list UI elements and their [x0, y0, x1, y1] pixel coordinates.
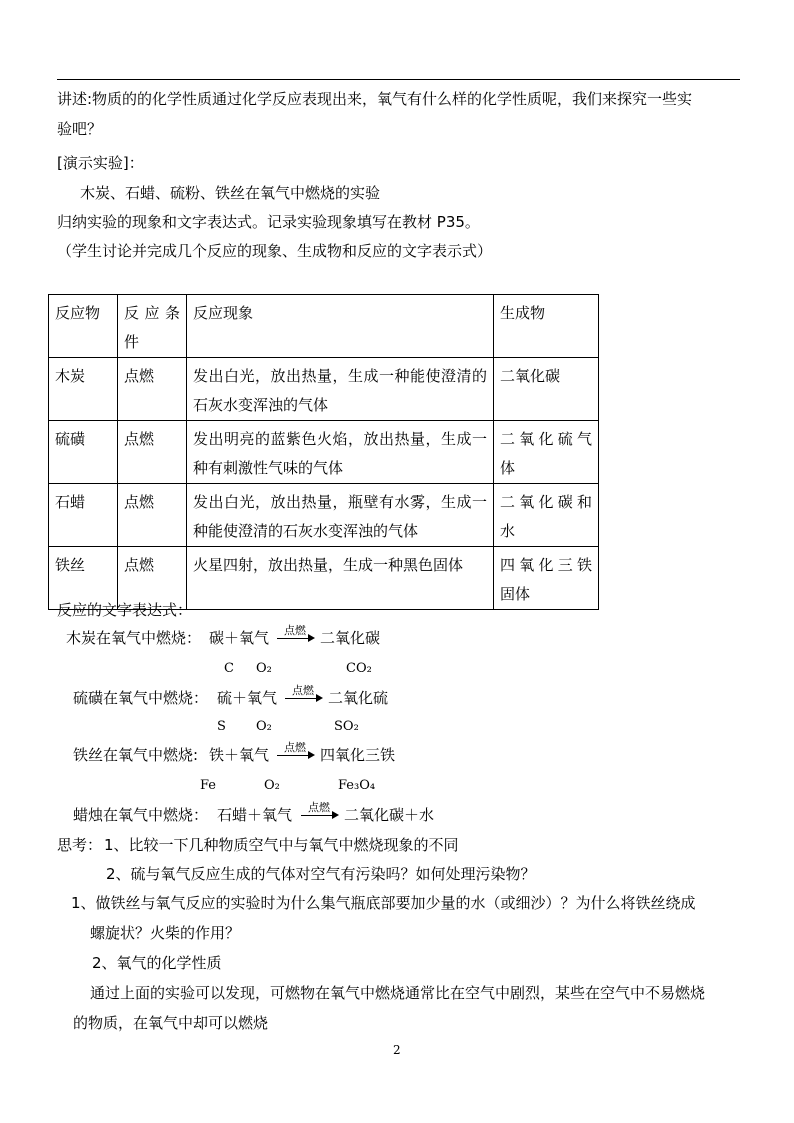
arrow-line: [285, 698, 319, 699]
arrow-condition: 点燃: [292, 684, 314, 697]
arrow-line: [301, 815, 335, 816]
phenomenon-line: 发出明亮的蓝紫色火焰，放出热量，生成一: [193, 430, 487, 448]
product-line: 体: [500, 459, 516, 477]
cell-product: [494, 484, 599, 547]
reaction-arrow: [277, 624, 323, 643]
expressions-title: 反应的文字表达式：: [57, 601, 193, 619]
arrow-condition: 点燃: [284, 741, 306, 754]
cell-reactant: 木炭: [49, 358, 118, 421]
section-body-line2: 的物质，在氧气中却可以燃烧: [73, 1014, 269, 1032]
arrow-head-icon: [308, 751, 315, 759]
intro-line-1: 讲述:物质的的化学性质通过化学反应表现出来，氧气有什么样的化学性质呢，我们来探究一些实: [57, 90, 693, 108]
section-body-line1: 通过上面的实验可以发现，可燃物在氧气中燃烧通常比在空气中剧烈，某些在空气中不易燃烧: [90, 984, 706, 1002]
table-row: [49, 421, 599, 484]
demo-description: 木炭、石蜡、硫粉、铁丝在氧气中燃烧的实验: [80, 184, 381, 202]
formula-symbol: Fe: [200, 778, 217, 793]
expr-right: 二氧化碳＋水: [344, 806, 435, 824]
phenomenon-line: 种能使澄清的石灰水变浑浊的气体: [193, 522, 419, 540]
cell-condition: 点燃: [118, 358, 187, 421]
reaction-arrow: [277, 741, 323, 760]
phenomenon-line: 火星四射，放出热量，生成一种黑色固体: [193, 556, 464, 574]
section-title: 2、氧气的化学性质: [92, 954, 222, 972]
cell-reactant: 铁丝: [49, 547, 118, 610]
summary-text: 归纳实验的现象和文字表达式。记录实验现象填写在教材 P35。: [57, 213, 480, 231]
table-row: [49, 484, 599, 547]
cell-condition: 点燃: [118, 484, 187, 547]
arrow-line: [277, 755, 311, 756]
formula-symbol: O₂: [256, 661, 272, 676]
phenomenon-line: 发出白光，放出热量，瓶壁有水雾，生成一: [193, 493, 487, 511]
phenomenon-line: 发出白光，放出热量，生成一种能使澄清的: [193, 367, 487, 385]
product-line: 二氧化碳: [500, 367, 561, 385]
expr-left: 石蜡＋氧气: [217, 806, 293, 824]
thinking-q2: 2、硫与氧气反应生成的气体对空气有污染吗？如何处理污染物？: [106, 865, 536, 883]
expr-label: 硫磺在氧气中燃烧：: [73, 689, 209, 707]
header-phenomenon: 反应现象: [187, 295, 494, 358]
formula-symbol: SO₂: [334, 719, 359, 734]
demo-title: [演示实验]：: [57, 154, 144, 172]
reaction-arrow: [301, 801, 347, 820]
cell-product: [494, 358, 599, 421]
cell-condition: 点燃: [118, 547, 187, 610]
thinking-q1: 1、比较一下几种物质空气中与氧气中燃烧现象的不同: [104, 836, 459, 854]
expr-label: 木炭在氧气中燃烧：: [66, 629, 202, 647]
expr-label: 蜡烛在氧气中燃烧：: [73, 806, 209, 824]
cell-reactant: 石蜡: [49, 484, 118, 547]
header-condition-text: 反应条件: [124, 304, 180, 351]
intro-line-2: 验吧？: [57, 120, 103, 138]
arrow-head-icon: [308, 634, 315, 642]
header-condition: [118, 295, 187, 358]
product-line: 二氧化硫气: [500, 430, 592, 448]
arrow-condition: 点燃: [308, 801, 330, 814]
cell-reactant: 硫磺: [49, 421, 118, 484]
arrow-line: [277, 638, 311, 639]
expr-right: 二氧化硫: [328, 689, 389, 707]
arrow-condition: 点燃: [284, 624, 306, 637]
expr-right: 二氧化碳: [320, 629, 381, 647]
header-product: 生成物: [494, 295, 599, 358]
formula-symbol: C: [224, 661, 234, 676]
header-reactant: 反应物: [49, 295, 118, 358]
thinking-q3-line1: 1、做铁丝与氧气反应的实验时为什么集气瓶底部要加少量的水（或细沙）？为什么将铁丝绕成: [71, 894, 696, 912]
formula-symbol: Fe₃O₄: [338, 778, 376, 793]
expr-label: 铁丝在氧气中燃烧:: [73, 746, 199, 764]
product-line: 四氧化三铁: [500, 556, 592, 574]
expr-left: 硫＋氧气: [217, 689, 278, 707]
phenomenon-line: 种有刺激性气味的气体: [193, 459, 344, 477]
product-line: 二氧化碳和: [500, 493, 592, 511]
product-line: 水: [500, 522, 516, 540]
cell-condition: 点燃: [118, 421, 187, 484]
cell-phenomenon: [187, 547, 494, 610]
discussion-text: （学生讨论并完成几个反应的现象、生成物和反应的文字表示式）: [57, 242, 493, 260]
cell-product: [494, 547, 599, 610]
product-line: 固体: [500, 585, 531, 603]
expr-right: 四氧化三铁: [320, 746, 396, 764]
expr-left: 碳＋氧气: [209, 629, 270, 647]
arrow-head-icon: [332, 811, 339, 819]
formula-symbol: O₂: [264, 778, 280, 793]
cell-phenomenon: [187, 484, 494, 547]
arrow-head-icon: [316, 694, 323, 702]
formula-symbol: CO₂: [346, 661, 372, 676]
formula-symbol: O₂: [256, 719, 272, 734]
phenomenon-line: 石灰水变浑浊的气体: [193, 396, 329, 414]
cell-phenomenon: [187, 421, 494, 484]
table-row: [49, 358, 599, 421]
expr-left: 铁＋氧气: [209, 746, 270, 764]
cell-phenomenon: [187, 358, 494, 421]
header-rule: [57, 79, 740, 80]
formula-symbol: S: [217, 719, 226, 734]
reaction-table: [48, 294, 599, 610]
thinking-q3-line2: 螺旋状？火柴的作用？: [90, 924, 241, 942]
cell-product: [494, 421, 599, 484]
reaction-arrow: [285, 684, 331, 703]
thinking-prefix: 思考：: [57, 836, 103, 854]
table-header-row: [49, 295, 599, 358]
page-number: 2: [393, 1043, 401, 1057]
